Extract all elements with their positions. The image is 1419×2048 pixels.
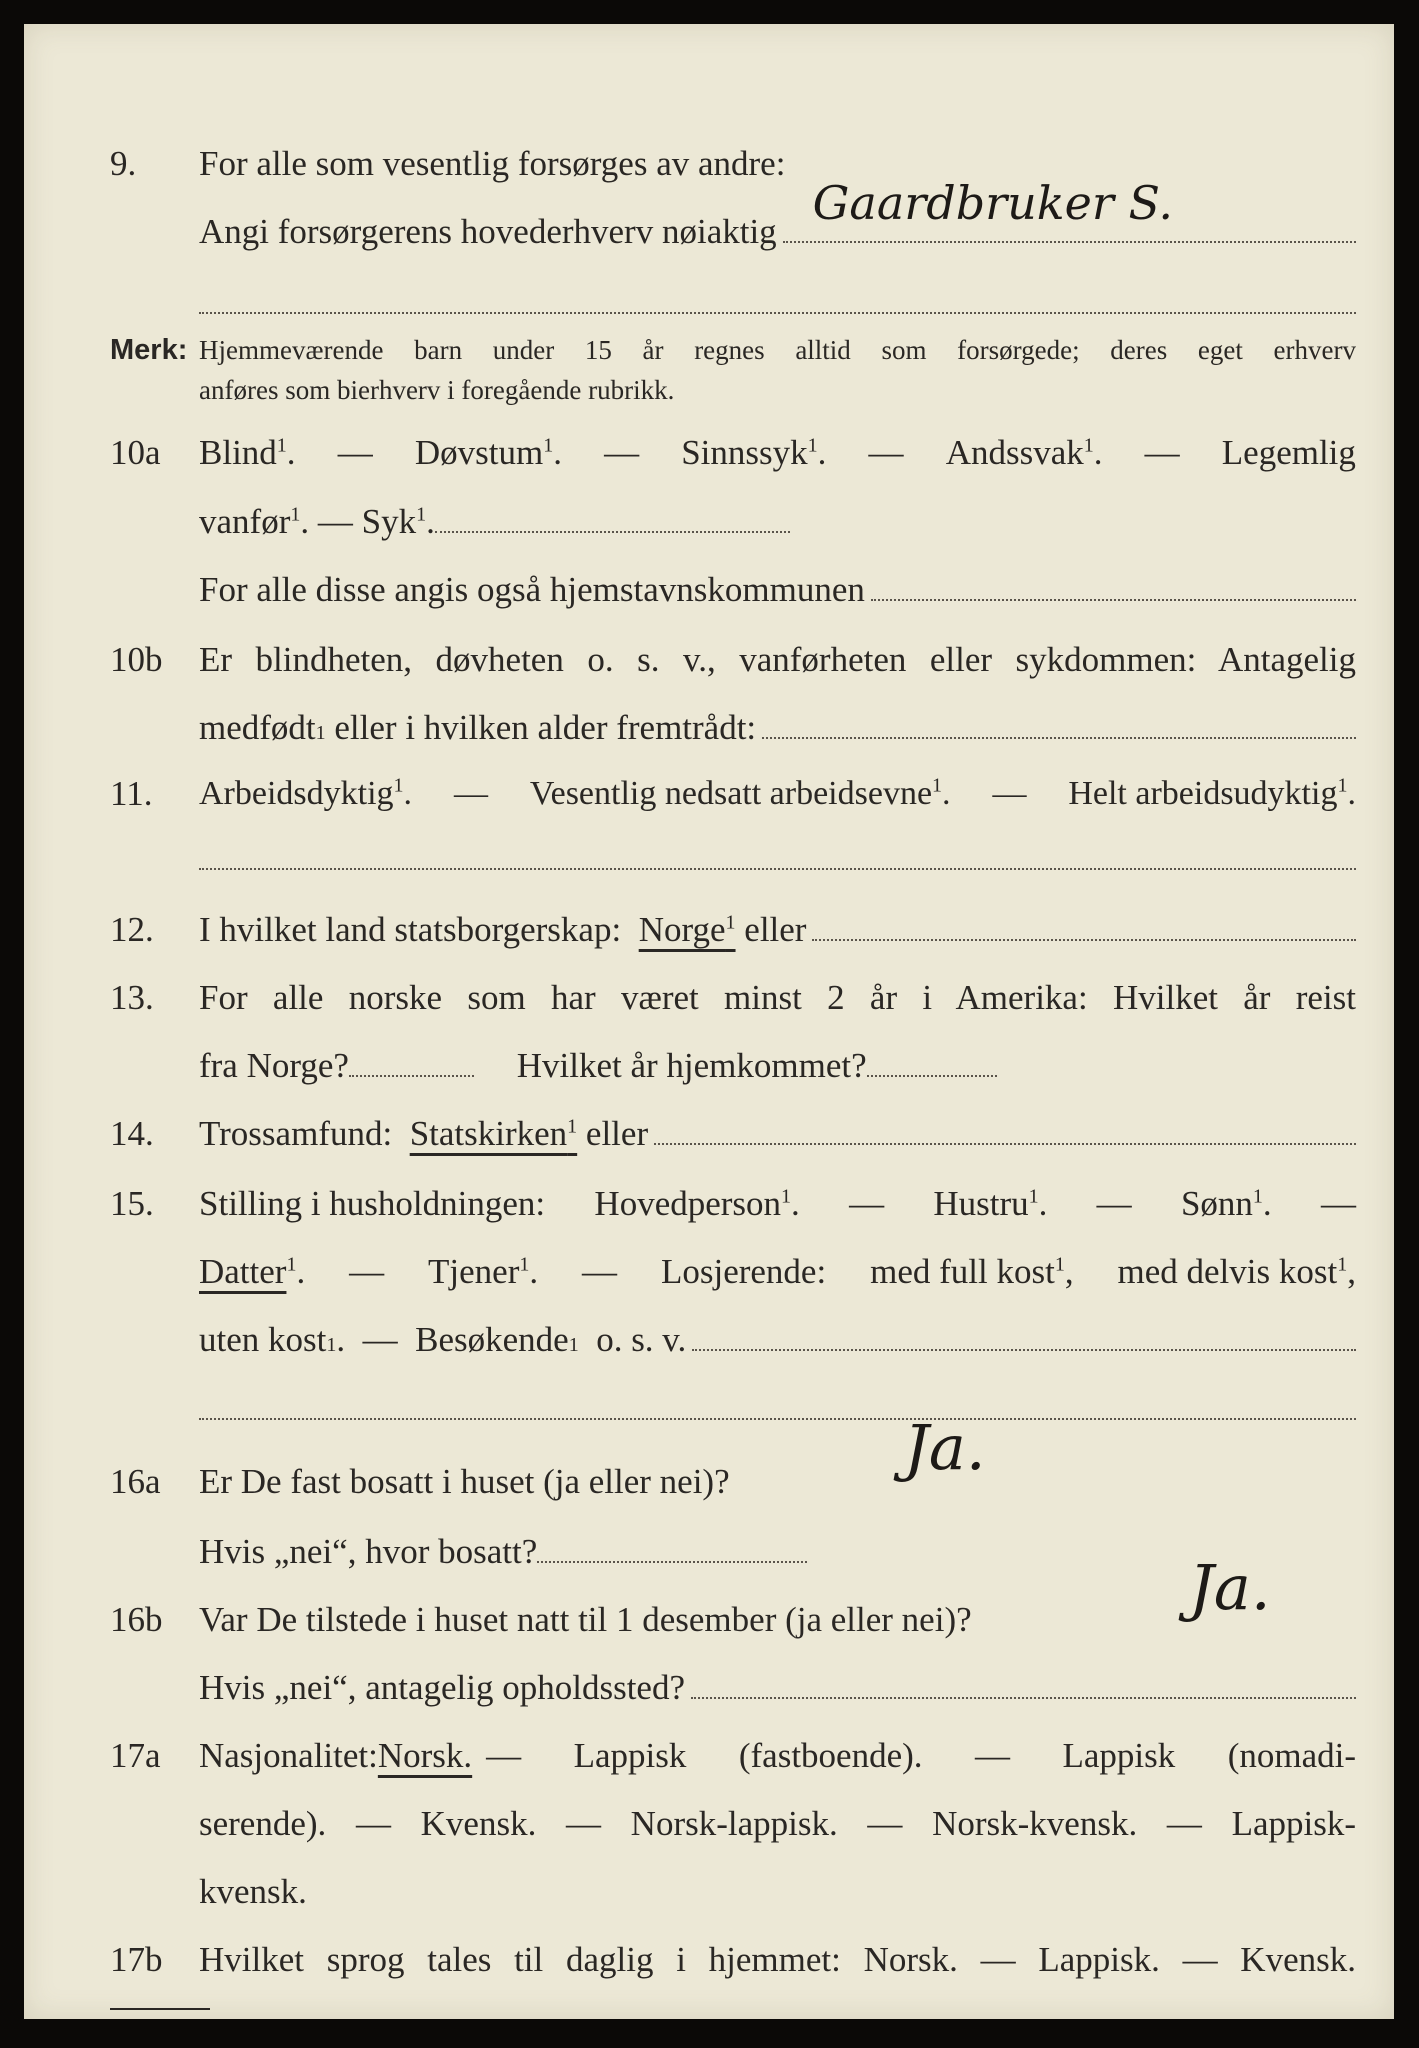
question-number: 17b xyxy=(110,1940,163,1979)
option-delvis-kost[interactable]: med delvis kost xyxy=(1117,1252,1338,1291)
footnote-separator xyxy=(110,2008,210,2010)
answer-field-provider-occupation[interactable] xyxy=(783,176,1356,243)
option-andssvak[interactable]: Andssvak xyxy=(945,433,1084,472)
question-text: — Lappisk (fastboende). — Lappisk (nomadi- xyxy=(486,1736,1356,1775)
blank-dotted-line xyxy=(199,312,1356,314)
option-besokende[interactable]: Besøkende xyxy=(415,1320,569,1359)
answer-field-citizenship[interactable] xyxy=(812,909,1356,941)
note-line2 xyxy=(199,370,1356,410)
question-text: o. s. v. xyxy=(596,1320,687,1359)
question-text: eller xyxy=(585,1114,649,1153)
option-nedsatt[interactable]: Vesentlig nedsatt arbeidsevne xyxy=(529,775,933,812)
question-number: 11. xyxy=(110,774,153,813)
option-sinnssyk[interactable]: Sinnssyk xyxy=(681,433,808,472)
note-text: anføres som bierhverv i foregående rubrikk. xyxy=(199,375,675,405)
option-arbeidsdyktig[interactable]: Arbeidsdyktig xyxy=(199,775,394,812)
question-text: Nasjonalitet: xyxy=(199,1736,378,1775)
question-text: eller xyxy=(744,910,807,949)
option-legemlig[interactable]: Legemlig xyxy=(1221,433,1356,472)
option-dovstum[interactable]: Døvstum xyxy=(414,433,544,472)
answer-field-year-left[interactable] xyxy=(349,1047,474,1077)
question-text: For alle norske som har været minst 2 år i Amerika: Hvilket år reist xyxy=(199,978,1356,1017)
option-hovedperson[interactable]: Hovedperson xyxy=(594,1184,782,1223)
blank-dotted-line xyxy=(199,1418,1356,1420)
handwritten-answer: Ja. xyxy=(1189,1551,1271,1624)
option-udyktig[interactable]: Helt arbeidsudyktig xyxy=(1068,775,1338,812)
note-label: Merk: xyxy=(110,334,188,366)
question-text: serende). — Kvensk. — Norsk-lappisk. — Norsk-kvensk. — Lappisk- xyxy=(199,1804,1356,1843)
option-uten-kost[interactable]: uten kost xyxy=(199,1320,327,1359)
question-text: For alle som vesentlig forsørges av andre: xyxy=(199,144,786,183)
handwritten-answer: Gaardbruker S. xyxy=(812,176,1173,230)
question-text: Er De fast bosatt i huset (ja eller nei)? xyxy=(199,1462,730,1501)
answer-field-household-position[interactable] xyxy=(692,1319,1356,1351)
question-text: I hvilket land statsborgerskap: xyxy=(199,910,622,949)
question-number: 15. xyxy=(110,1184,154,1223)
answer-field-home-municipality[interactable] xyxy=(871,569,1356,601)
option-statskirken-selected[interactable]: Statskirken xyxy=(409,1114,568,1153)
option-blind[interactable]: Blind xyxy=(199,433,277,472)
question-number: 14. xyxy=(110,1114,154,1153)
question-text: Var De tilstede i huset natt til 1 desember (ja eller nei)? xyxy=(199,1600,972,1639)
question-text: Hvilket sprog tales til daglig i hjemmet: Norsk. — Lappisk. — Kvensk. xyxy=(199,1940,1356,1979)
question-text: Hvis „nei“, hvor bosatt? xyxy=(199,1532,538,1571)
handwritten-answer: Ja. xyxy=(904,1411,986,1484)
question-number: 13. xyxy=(110,978,154,1017)
question-text: Stilling i husholdningen: xyxy=(199,1184,546,1223)
option-full-kost[interactable]: med full kost xyxy=(870,1252,1055,1291)
form-content: 9. For alle som vesentlig forsørges av andre: Angi forsørgerens hovederhverv nøiaktig Gaardbruker S. Merk: Hjemmeværende barn under 15 år regnes alltid som forsørgede; deres eget erhverv anføres som bierhverv i foregående rubrikk. 10a Blind$^1$. — Døvstum$^1$. — Sinnssyk$^1$. — Andssvak$^1$. — Legemlig vanfør$^1$. — Syk$^1$. For alle disse angis også hjemstavnskommunen 10b Er blindheten, døvheten o. s. v., vanførheten eller sykdommen: Antagelig medfødt 1 eller i hvilken alder fremtrådt: 11. Arbeidsdyktig$^1$. — Vesentlig nedsatt arbeidsevne$^1$. — Helt arbeidsudyktig$^1$. 12. I hvilket land statsborgerskap: Norge$^1$ eller 13. For alle norske som har været minst 2 år i Amerika: Hvilket år reist fra Norge? Hvilket år hjemkommet? 14. Trossamfund: Statskirken$^1$ eller 15. Stilling i husholdningen: Hovedperson$^1$. — Hustru$^1$. — Sønn$^1$. — Datter$^1$. — Tjener$^1$. — Losjerende: med full kost$^1$, med delvis kost$^1$, uten kost 1 . — Besøkende 1 o. s. v. 16a Er De fast bosatt i huset (ja eller nei)? Ja. Hvis „nei“, hvor bosatt? 16b Var De tilstede i huset natt til 1 desember (ja eller nei)? Ja. Hvis „nei“, antagelig opholdssted? 17a Nasjonalitet: Norsk. — Lappisk (fastboende). — Lappisk (nomadi- serende). — Kvensk. — Norsk-lappisk. — Norsk-kvensk. — Lappisk- kvensk. 17b Hvilket sprog tales til daglig i hjemmet: Norsk. — Lappisk. — Kvensk. xyxy=(24,24,1394,2019)
option-sonn[interactable]: Sønn xyxy=(1180,1184,1253,1223)
answer-field-onset-age[interactable] xyxy=(762,707,1356,739)
option-vanfor[interactable]: vanfør xyxy=(199,502,291,541)
question-text: Trossamfund: xyxy=(199,1114,393,1153)
question-number: 12. xyxy=(110,910,154,949)
option-medfodt[interactable]: medfødt xyxy=(199,708,316,747)
question-number: 16a xyxy=(110,1462,161,1501)
question-text: Angi forsørgerens hovederhverv nøiaktig xyxy=(199,212,777,251)
answer-field-illness[interactable] xyxy=(435,503,790,533)
question-text: fra Norge? xyxy=(199,1046,349,1085)
note-line1 xyxy=(110,330,1356,370)
question-number: 10b xyxy=(110,640,163,679)
note-text: Hjemmeværende barn under 15 år regnes alltid som forsørgede; deres eget erhverv xyxy=(199,335,1356,365)
option-datter-selected[interactable]: Datter xyxy=(199,1252,287,1291)
question-text: kvensk. xyxy=(199,1872,307,1911)
option-norge-selected[interactable]: Norge xyxy=(638,910,726,949)
answer-field-whereabouts[interactable] xyxy=(691,1667,1356,1699)
answer-field-residence[interactable] xyxy=(537,1533,807,1563)
question-number: 17a xyxy=(110,1736,161,1775)
question-text: eller i hvilken alder fremtrådt: xyxy=(334,708,757,747)
option-tjener[interactable]: Tjener xyxy=(428,1252,520,1291)
option-norsk-selected[interactable]: Norsk. xyxy=(377,1736,473,1775)
question-number: 10a xyxy=(110,433,161,472)
question-text: Losjerende: xyxy=(660,1252,827,1291)
answer-field-year-returned[interactable] xyxy=(867,1047,997,1077)
question-number: 16b xyxy=(110,1600,163,1639)
option-hustru[interactable]: Hustru xyxy=(933,1184,1029,1223)
answer-field-faith[interactable] xyxy=(654,1113,1356,1145)
question-text: Hvilket år hjemkommet? xyxy=(516,1046,867,1085)
question-text: Hvis „nei“, antagelig opholdssted? xyxy=(199,1668,685,1707)
question-text: For alle disse angis også hjemstavnskommunen xyxy=(199,570,865,609)
census-form-page xyxy=(24,24,1394,2019)
option-syk[interactable]: Syk xyxy=(361,502,417,541)
blank-dotted-line xyxy=(199,868,1356,870)
question-text: Er blindheten, døvheten o. s. v., vanførheten eller sykdommen: Antagelig xyxy=(199,640,1356,679)
question-number: 9. xyxy=(110,144,137,183)
